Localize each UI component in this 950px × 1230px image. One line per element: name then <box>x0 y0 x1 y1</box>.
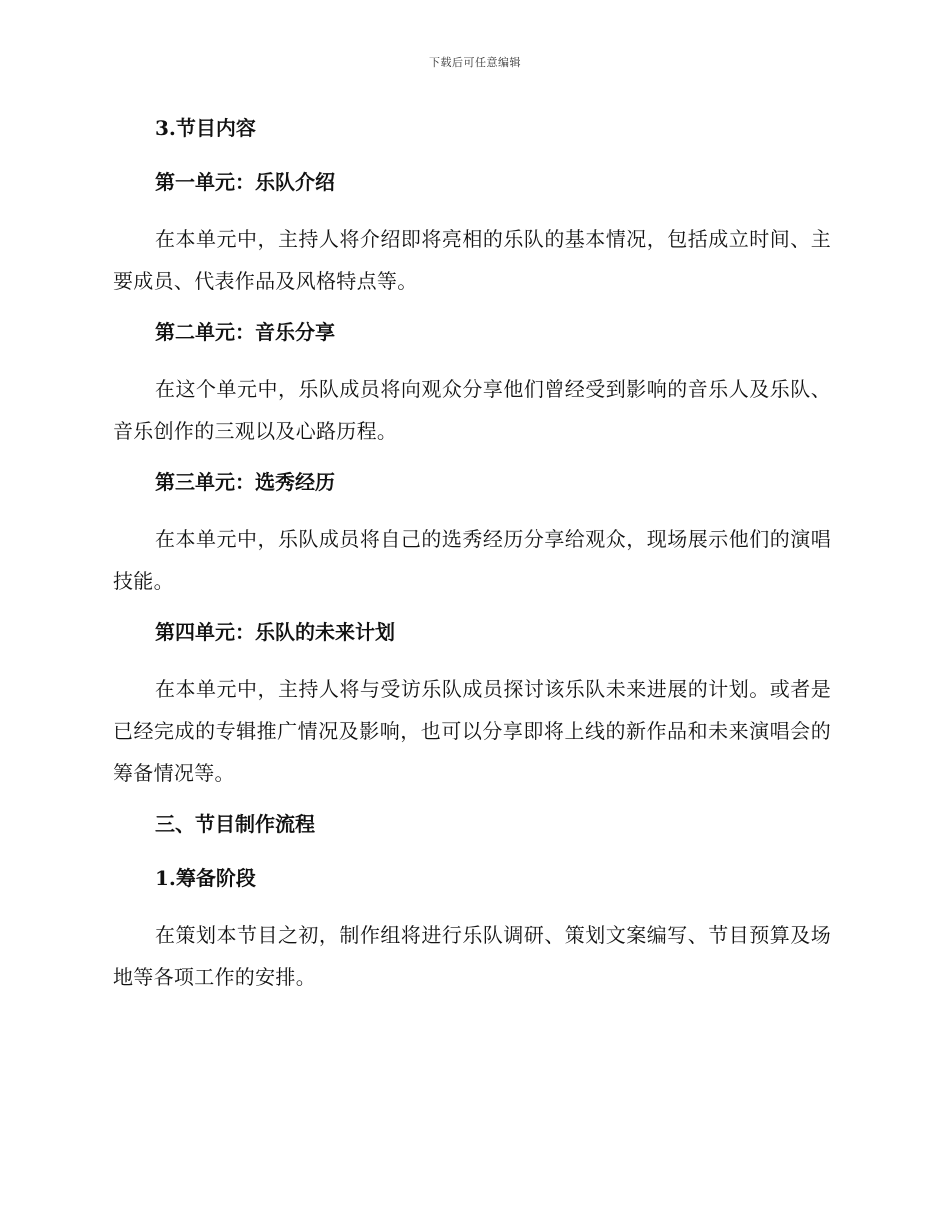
paragraph-preparation: 在策划本节目之初，制作组将进行乐队调研、策划文案编写、节目预算及场地等各项工作的安排。 <box>113 923 831 989</box>
document-body <box>113 110 831 1010</box>
section-heading-program-content: 3.节目内容 <box>155 116 256 140</box>
section-heading-production-flow: 三、节目制作流程 <box>155 812 315 836</box>
paragraph-band-intro: 在本单元中，主持人将介绍即将亮相的乐队的基本情况，包括成立时间、主要成员、代表作品及风格特点等。 <box>113 227 831 293</box>
unit-heading-band-intro: 第一单元：乐队介绍 <box>155 170 335 194</box>
unit-heading-future-plans: 第四单元：乐队的未来计划 <box>155 620 395 644</box>
paragraph-future-plans: 在本单元中，主持人将与受访乐队成员探讨该乐队未来进展的计划。或者是已经完成的专辑推广情况及影响，也可以分享即将上线的新作品和未来演唱会的筹备情况等。 <box>113 677 831 785</box>
unit-heading-talent-show: 第三单元：选秀经历 <box>155 470 335 494</box>
unit-heading-music-sharing: 第二单元：音乐分享 <box>155 320 335 344</box>
paragraph-talent-show: 在本单元中，乐队成员将自己的选秀经历分享给观众，现场展示他们的演唱技能。 <box>113 527 831 593</box>
subsection-heading-preparation: 1.筹备阶段 <box>155 866 256 890</box>
page-header: 下载后可任意编辑 <box>429 56 521 69</box>
paragraph-music-sharing: 在这个单元中，乐队成员将向观众分享他们曾经受到影响的音乐人及乐队、音乐创作的三观以及心路历程。 <box>113 377 831 443</box>
